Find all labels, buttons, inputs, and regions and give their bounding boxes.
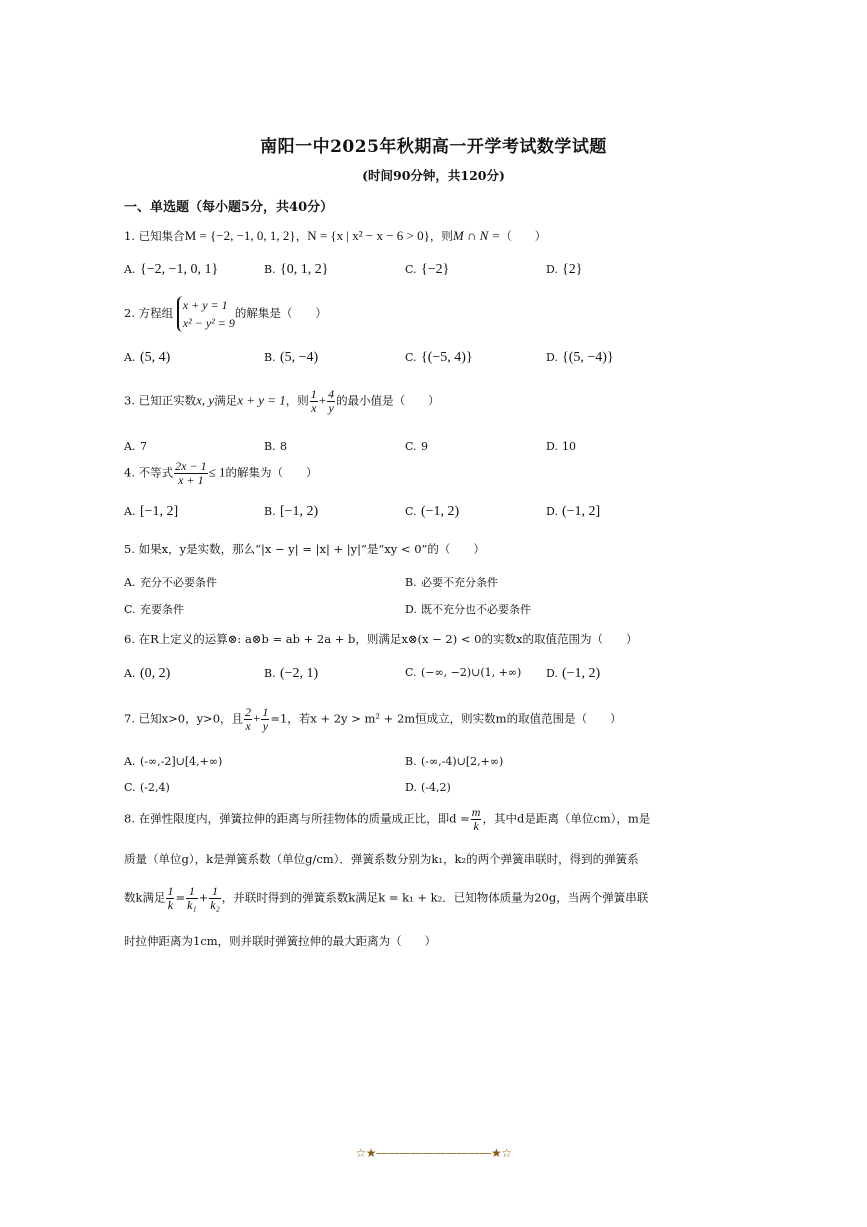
option-label: D. (405, 781, 417, 794)
option-label: D. (546, 667, 558, 680)
fraction (209, 885, 221, 912)
denominator: x (311, 401, 317, 416)
fraction (261, 706, 269, 733)
question-7 (124, 706, 622, 733)
option-label: A. (124, 263, 136, 276)
denominator: x + 1 (178, 473, 204, 488)
question-8-line-1 (124, 806, 744, 833)
option-value: 充要条件 (140, 603, 184, 616)
option-value: (−2, 1) (280, 666, 319, 681)
page-title: 南阳一中2025年秋期高一开学考试数学试题 (260, 137, 607, 157)
q7-option-a[interactable] (124, 755, 222, 768)
question-8-line-4: 时拉伸距离为1cm，则并联时弹簧拉伸的最大距离为（ ） (124, 934, 437, 948)
denominator: y (262, 719, 269, 734)
q4-relation: ≤ 1 (208, 464, 226, 480)
option-label: C. (405, 351, 417, 364)
option-value: (5, −4) (280, 350, 319, 365)
fraction (166, 885, 174, 912)
denominator: y (328, 401, 334, 416)
option-label: B. (264, 667, 276, 680)
option-label: C. (124, 781, 136, 794)
option-label: B. (405, 755, 417, 768)
option-label: D. (546, 351, 558, 364)
denominator: k (473, 819, 479, 834)
q3-option-b[interactable] (264, 440, 287, 453)
q7-post: =1，若x + 2y > m² + 2m恒成立，则实数m的取值范围是（ ） (270, 711, 622, 726)
denominator: x (245, 719, 251, 734)
option-value: 9 (421, 440, 428, 453)
numerator: 1 (167, 884, 174, 898)
q7-option-c[interactable] (124, 781, 170, 794)
q6-option-d[interactable] (546, 666, 600, 682)
q3-vars: x, y (196, 392, 215, 408)
plus-sign: + (198, 890, 209, 905)
q4-post: 的解集为（ ） (225, 465, 318, 480)
option-label: A. (124, 440, 136, 453)
denominator: k₂ (210, 898, 220, 913)
numerator: 1 (186, 885, 198, 899)
q2-option-d[interactable] (546, 350, 614, 366)
question-6: 6. 在R上定义的运算⊗: a⊗b = ab + 2a + b，则满足x⊗(x − 2) < 0的实数x的取值范围为（ ） (124, 632, 638, 646)
option-label: B. (264, 505, 276, 518)
equation-system (177, 296, 235, 332)
q1-option-a[interactable] (124, 262, 218, 278)
option-label: C. (405, 263, 417, 276)
q8-text: 数k满足 (124, 890, 166, 905)
option-value: (-∞,-2]∪[4,+∞) (140, 755, 223, 768)
q2-prefix: 2. 方程组 (124, 306, 174, 320)
option-value: [−1, 2) (280, 504, 319, 519)
denominator: k₁ (187, 898, 197, 913)
q1-set-n: N = {x | x² − x − 6 > 0} (307, 228, 430, 243)
q1-set-m: M = {−2, −1, 0, 1, 2} (184, 228, 296, 243)
option-label: B. (405, 576, 417, 589)
option-value: (−1, 2) (421, 504, 460, 519)
q1-option-d[interactable] (546, 262, 582, 278)
question-1 (124, 228, 546, 244)
plus-sign: + (318, 392, 327, 408)
option-label: C. (405, 666, 417, 679)
q5-option-b[interactable] (405, 574, 498, 590)
q7-option-d[interactable] (405, 781, 451, 794)
fraction (186, 885, 198, 912)
option-value: {2} (562, 262, 583, 277)
q6-option-a[interactable] (124, 666, 170, 682)
option-label: C. (405, 440, 417, 453)
section-heading: 一、单选题（每小题5分，共40分） (124, 200, 334, 215)
option-value: (−1, 2] (562, 504, 601, 519)
option-value: 7 (140, 440, 147, 453)
q4-option-b[interactable] (264, 504, 318, 520)
question-3 (124, 388, 440, 415)
option-value: {−2, −1, 0, 1} (140, 262, 219, 277)
q2-option-b[interactable] (264, 350, 318, 366)
q8-formula-lhs: d = (449, 811, 470, 826)
q2-option-c[interactable] (405, 350, 473, 366)
question-2 (124, 296, 327, 332)
plus-sign: + (253, 710, 261, 726)
numerator: 1 (209, 885, 221, 899)
q3-mid: 满足 (214, 393, 238, 408)
question-4 (124, 460, 317, 487)
option-value: {−2} (421, 262, 450, 277)
option-value: 充分不必要条件 (140, 576, 217, 589)
numerator: 1 (310, 387, 317, 401)
option-value: 10 (562, 440, 576, 453)
q7-option-b[interactable] (405, 755, 503, 768)
option-label: C. (124, 603, 136, 616)
option-label: D. (546, 505, 558, 518)
q7-prefix: 7. 已知x>0，y>0，且 (124, 711, 244, 726)
q8-text: ，并联时得到的弹簧系数k满足k = k₁ + k₂．已知物体质量为20g，当两个弹簧串联 (221, 890, 649, 905)
option-value: {0, 1, 2} (280, 262, 329, 277)
q4-option-d[interactable] (546, 504, 600, 520)
option-value: {(5, −4)} (562, 350, 614, 365)
option-value: (0, 2) (140, 666, 171, 681)
equals-sign: = (175, 890, 186, 905)
q2-eq2: x² − y² = 9 (182, 316, 235, 330)
option-value: (−∞, −2)∪(1, +∞) (421, 666, 522, 679)
option-label: A. (124, 505, 136, 518)
option-label: A. (124, 351, 136, 364)
question-8-line-2: 质量（单位g），k是弹簧系数（单位g/cm）．弹簧系数分别为k₁，k₂的两个弹簧串联时，得到的弹簧系 (124, 852, 639, 866)
q3-option-c[interactable] (405, 440, 428, 453)
numerator: 4 (328, 387, 335, 401)
q3-option-a[interactable] (124, 440, 147, 453)
question-8-line-3 (124, 885, 744, 912)
fraction (327, 388, 335, 415)
option-value: (5, 4) (140, 350, 171, 365)
option-value: {(−5, 4)} (421, 350, 473, 365)
q2-post: 的解集是（ ） (234, 306, 327, 320)
q1-sep: ， (295, 229, 308, 243)
q1-option-c[interactable] (405, 262, 449, 278)
option-label: D. (405, 603, 417, 616)
numerator: 1 (262, 705, 269, 719)
option-value: (−1, 2) (562, 666, 601, 681)
numerator: 2 (245, 705, 252, 719)
numerator: m (471, 805, 481, 819)
q8-text: 8. 在弹性限度内，弹簧拉伸的距离与所挂物体的质量成正比，即 (124, 811, 450, 826)
q5-option-a[interactable] (124, 574, 217, 590)
q6-option-b[interactable] (264, 666, 318, 682)
option-label: D. (546, 440, 558, 453)
option-label: B. (264, 440, 276, 453)
q1-prefix: 1. 已知集合 (124, 229, 185, 243)
option-label: A. (124, 755, 136, 768)
q1-expr: M ∩ N = (452, 228, 501, 243)
q4-prefix: 4. 不等式 (124, 465, 174, 480)
option-value: 8 (280, 440, 287, 453)
q3-prefix: 3. 已知正实数 (124, 393, 197, 408)
option-value: (-2,4) (140, 781, 170, 794)
q1-paren: （ ） (500, 229, 547, 243)
option-value: (-∞,-4)∪[2,+∞) (421, 755, 504, 768)
q4-option-a[interactable] (124, 504, 178, 520)
q3-mid2: ，则 (285, 393, 309, 408)
option-label: C. (405, 505, 417, 518)
option-value: 必要不充分条件 (421, 576, 498, 589)
option-label: B. (264, 263, 276, 276)
option-value: (-4,2) (421, 781, 451, 794)
question-5: 5. 如果x，y是实数，那么“|x − y| = |x| + |y|”是“xy < 0”的（ ） (124, 542, 485, 556)
q3-post: 的最小值是（ ） (336, 393, 440, 408)
denominator: k (167, 898, 174, 913)
q2-eq1: x + y = 1 (182, 298, 228, 312)
option-label: D. (546, 263, 558, 276)
q4-option-c[interactable] (405, 504, 459, 520)
fraction (174, 460, 207, 487)
q3-option-d[interactable] (546, 440, 576, 453)
q8-text: ，其中d是距离（单位cm），m是 (482, 811, 651, 826)
q3-condition: x + y = 1 (237, 392, 286, 408)
numerator: 2x − 1 (175, 459, 207, 473)
fraction (244, 706, 252, 733)
option-label: A. (124, 576, 136, 589)
fraction (471, 806, 482, 833)
footer-decoration: ☆★——————————★☆ (355, 1146, 512, 1160)
option-value: 既不充分也不必要条件 (421, 603, 531, 616)
q1-option-b[interactable] (264, 262, 328, 278)
q5-option-d[interactable] (405, 601, 531, 617)
fraction (310, 388, 318, 415)
q6-option-c[interactable] (405, 666, 521, 679)
q5-option-c[interactable] (124, 601, 184, 617)
option-label: A. (124, 667, 136, 680)
exam-subtitle: (时间90分钟，共120分) (362, 168, 505, 183)
option-label: B. (264, 351, 276, 364)
q1-post: ，则 (429, 229, 453, 243)
q2-option-a[interactable] (124, 350, 170, 366)
option-value: [−1, 2] (140, 504, 179, 519)
